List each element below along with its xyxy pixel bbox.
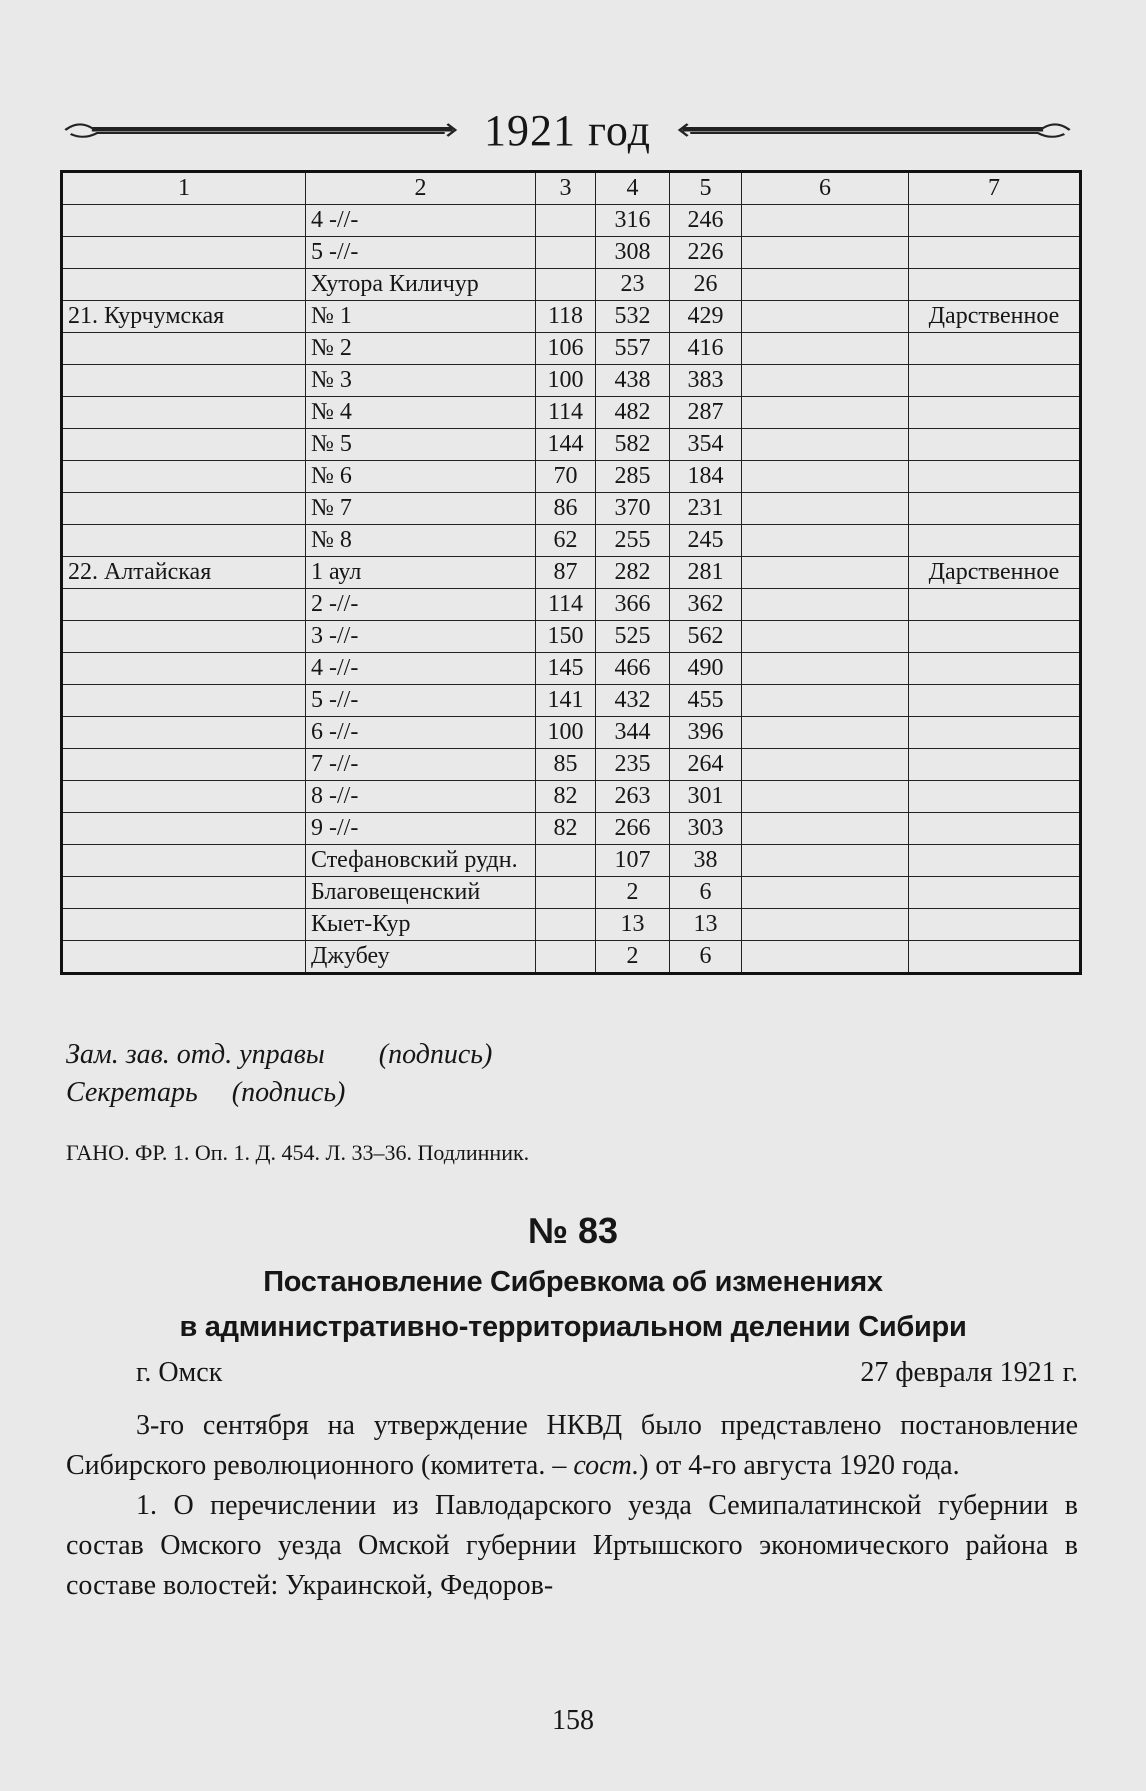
table-cell: 7 -//- <box>306 749 536 781</box>
table-cell: 85 <box>536 749 596 781</box>
table-cell: 282 <box>596 557 670 589</box>
column-header-5: 5 <box>670 172 742 205</box>
table-cell: 184 <box>670 461 742 493</box>
table-cell: 303 <box>670 813 742 845</box>
table-row <box>62 941 1081 974</box>
table-cell <box>536 941 596 974</box>
table-row <box>62 461 1081 493</box>
table-cell: 1 аул <box>306 557 536 589</box>
table-cell: 396 <box>670 717 742 749</box>
table-row <box>62 365 1081 397</box>
table-cell: 245 <box>670 525 742 557</box>
table-cell: 114 <box>536 397 596 429</box>
table-cell <box>62 429 306 461</box>
table-cell <box>742 909 909 941</box>
archive-reference: ГАНО. ФР. 1. Оп. 1. Д. 454. Л. 33–36. Подлинник. <box>66 1140 530 1165</box>
table-cell: 362 <box>670 589 742 621</box>
table-cell <box>536 877 596 909</box>
table-cell: Дарственное <box>909 301 1081 333</box>
paragraph-2: 1. О перечислении из Павлодарского уезда Семипалатинской губернии в состав Омского уезда Омской губернии Иртышского экономического района в составе волостей: Украинской, Федоров- <box>66 1490 1078 1601</box>
table-cell <box>909 493 1081 525</box>
table-cell: 344 <box>596 717 670 749</box>
table-cell: 466 <box>596 653 670 685</box>
table-cell <box>62 909 306 941</box>
table-cell: Джубеу <box>306 941 536 974</box>
table-cell: 21. Курчумская <box>62 301 306 333</box>
table-row <box>62 525 1081 557</box>
table-cell <box>62 621 306 653</box>
table-cell: 86 <box>536 493 596 525</box>
ornament-right-icon <box>677 116 1075 144</box>
table-cell: 287 <box>670 397 742 429</box>
table-cell <box>742 557 909 589</box>
table-cell <box>742 525 909 557</box>
table-cell <box>62 493 306 525</box>
table-cell: Стефановский рудн. <box>306 845 536 877</box>
table-cell <box>742 397 909 429</box>
table-cell: 6 <box>670 941 742 974</box>
table-cell: 354 <box>670 429 742 461</box>
table-cell <box>742 429 909 461</box>
table-cell: 82 <box>536 781 596 813</box>
table-cell: 9 -//- <box>306 813 536 845</box>
table-cell: 429 <box>670 301 742 333</box>
table-cell <box>742 941 909 974</box>
table-cell: № 1 <box>306 301 536 333</box>
table-cell: № 4 <box>306 397 536 429</box>
table-cell <box>742 493 909 525</box>
document-date: 27 февраля 1921 г. <box>860 1357 1078 1388</box>
table-cell <box>62 269 306 301</box>
table-row <box>62 813 1081 845</box>
table-row <box>62 269 1081 301</box>
table-row <box>62 333 1081 365</box>
table-cell: 87 <box>536 557 596 589</box>
table-cell <box>742 685 909 717</box>
table-cell: 8 -//- <box>306 781 536 813</box>
table-row <box>62 781 1081 813</box>
table-cell <box>62 941 306 974</box>
table-cell: 150 <box>536 621 596 653</box>
table-cell: 482 <box>596 397 670 429</box>
table-row <box>62 397 1081 429</box>
table-cell: 107 <box>596 845 670 877</box>
table-cell: 301 <box>670 781 742 813</box>
table-cell: № 3 <box>306 365 536 397</box>
table-cell: № 6 <box>306 461 536 493</box>
table-row <box>62 877 1081 909</box>
table-cell: 13 <box>670 909 742 941</box>
table-cell: 62 <box>536 525 596 557</box>
table-cell <box>62 205 306 237</box>
table-cell: 26 <box>670 269 742 301</box>
table-cell <box>742 653 909 685</box>
table-row <box>62 589 1081 621</box>
table-cell: 255 <box>596 525 670 557</box>
table-cell: 455 <box>670 685 742 717</box>
ornament-left-icon <box>60 116 458 144</box>
data-table <box>60 170 1082 975</box>
table-cell: 82 <box>536 813 596 845</box>
column-header-7: 7 <box>909 172 1081 205</box>
table-cell: Хутора Киличур <box>306 269 536 301</box>
table-cell <box>742 877 909 909</box>
table-cell <box>909 525 1081 557</box>
document-number: № 83 <box>527 1210 619 1251</box>
table-cell: 281 <box>670 557 742 589</box>
table-cell: 145 <box>536 653 596 685</box>
table-cell: 100 <box>536 365 596 397</box>
table-cell: № 8 <box>306 525 536 557</box>
table-cell: 416 <box>670 333 742 365</box>
table-cell: 2 <box>596 941 670 974</box>
table-cell: 438 <box>596 365 670 397</box>
table-cell: 70 <box>536 461 596 493</box>
table-cell <box>909 397 1081 429</box>
table-cell <box>742 237 909 269</box>
table-cell: № 5 <box>306 429 536 461</box>
table-cell: 100 <box>536 717 596 749</box>
table-cell: Дарственное <box>909 557 1081 589</box>
table-cell: 370 <box>596 493 670 525</box>
table-cell <box>742 365 909 397</box>
table-cell <box>536 269 596 301</box>
table-cell <box>536 845 596 877</box>
table-cell: 22. Алтайская <box>62 557 306 589</box>
column-header-2: 2 <box>306 172 536 205</box>
table-row <box>62 557 1081 589</box>
table-cell <box>536 237 596 269</box>
table-cell: 2 -//- <box>306 589 536 621</box>
table-cell <box>742 589 909 621</box>
table-cell <box>909 909 1081 941</box>
table-cell <box>742 845 909 877</box>
table-cell <box>62 333 306 365</box>
column-header-4: 4 <box>596 172 670 205</box>
table-cell <box>909 813 1081 845</box>
table-row <box>62 717 1081 749</box>
table-cell: 38 <box>670 845 742 877</box>
signatures <box>66 1036 492 1112</box>
table-row <box>62 301 1081 333</box>
table-cell <box>909 717 1081 749</box>
table-cell <box>62 589 306 621</box>
table-cell <box>62 845 306 877</box>
table-row <box>62 653 1081 685</box>
table-cell <box>742 205 909 237</box>
table-cell <box>742 333 909 365</box>
table-cell <box>62 781 306 813</box>
table-cell: 23 <box>596 269 670 301</box>
table-cell <box>742 461 909 493</box>
signature-role-2: Секретарь <box>66 1077 198 1108</box>
table-row <box>62 749 1081 781</box>
table-cell: 285 <box>596 461 670 493</box>
table-cell <box>742 269 909 301</box>
table-cell <box>909 685 1081 717</box>
signature-role-1: Зам. зав. отд. управы <box>66 1039 325 1070</box>
table-cell <box>62 237 306 269</box>
table-cell <box>909 237 1081 269</box>
table-cell: 231 <box>670 493 742 525</box>
table-cell <box>62 813 306 845</box>
table-cell: 308 <box>596 237 670 269</box>
signature-mark-1: (подпись) <box>378 1039 493 1070</box>
table-cell: 582 <box>596 429 670 461</box>
paragraph-1: 3-го сентября на утверждение НКВД было представлено постановление Сибирского революционного (комитета. – сост.) от 4-го августа 1920 года. <box>66 1410 1078 1481</box>
table-row <box>62 909 1081 941</box>
table-row <box>62 685 1081 717</box>
table-row <box>62 621 1081 653</box>
page-title: 1921 год <box>483 105 652 155</box>
table-cell <box>62 525 306 557</box>
table-cell: 246 <box>670 205 742 237</box>
table-cell: 525 <box>596 621 670 653</box>
table-cell <box>62 365 306 397</box>
table-cell <box>909 877 1081 909</box>
table-cell <box>909 781 1081 813</box>
table-cell <box>909 365 1081 397</box>
table-cell <box>742 781 909 813</box>
table-cell: 6 -//- <box>306 717 536 749</box>
table-cell <box>62 877 306 909</box>
place-date-line <box>136 1357 1078 1389</box>
table-cell <box>909 429 1081 461</box>
table-cell <box>909 941 1081 974</box>
table-cell: 226 <box>670 237 742 269</box>
table-cell: 266 <box>596 813 670 845</box>
table-cell: 432 <box>596 685 670 717</box>
column-header-6: 6 <box>742 172 909 205</box>
table-cell: № 7 <box>306 493 536 525</box>
running-header <box>60 100 1075 160</box>
table-cell <box>909 621 1081 653</box>
table-cell <box>536 909 596 941</box>
table-cell <box>62 461 306 493</box>
page-number: 158 <box>552 1705 594 1736</box>
table-cell <box>909 749 1081 781</box>
table-row <box>62 493 1081 525</box>
table-cell <box>742 717 909 749</box>
column-header-3: 3 <box>536 172 596 205</box>
table-cell: 557 <box>596 333 670 365</box>
table-cell: 5 -//- <box>306 237 536 269</box>
table-cell: 532 <box>596 301 670 333</box>
table-cell <box>909 333 1081 365</box>
table-cell: Благовещенский <box>306 877 536 909</box>
table-body <box>62 205 1081 974</box>
table-cell: 106 <box>536 333 596 365</box>
table-row <box>62 205 1081 237</box>
table-cell <box>62 685 306 717</box>
table-cell: 13 <box>596 909 670 941</box>
table-cell: 3 -//- <box>306 621 536 653</box>
table-cell: № 2 <box>306 333 536 365</box>
table-cell <box>62 397 306 429</box>
document-place: г. Омск <box>136 1357 223 1388</box>
table-row <box>62 845 1081 877</box>
table-cell <box>909 845 1081 877</box>
table-cell: 366 <box>596 589 670 621</box>
table-cell: 5 -//- <box>306 685 536 717</box>
table-cell <box>62 653 306 685</box>
table-cell <box>742 621 909 653</box>
table-row <box>62 237 1081 269</box>
table-header-row <box>62 172 1081 205</box>
document-body <box>66 1406 1078 1606</box>
table-cell <box>62 717 306 749</box>
table-cell: 4 -//- <box>306 205 536 237</box>
table-cell: 235 <box>596 749 670 781</box>
table-cell <box>909 653 1081 685</box>
table-cell: 562 <box>670 621 742 653</box>
document-title-line-2: в административно-территориальном делении Сибири <box>179 1311 967 1343</box>
table-cell: Кыет-Кур <box>306 909 536 941</box>
table-cell: 141 <box>536 685 596 717</box>
table-cell: 118 <box>536 301 596 333</box>
table-cell: 114 <box>536 589 596 621</box>
table-cell: 490 <box>670 653 742 685</box>
table-cell <box>909 269 1081 301</box>
table-cell <box>742 749 909 781</box>
table-cell <box>909 461 1081 493</box>
table-cell: 6 <box>670 877 742 909</box>
table-cell: 263 <box>596 781 670 813</box>
table-cell: 383 <box>670 365 742 397</box>
column-header-1: 1 <box>62 172 306 205</box>
table-cell <box>742 301 909 333</box>
table-cell: 316 <box>596 205 670 237</box>
document-title-line-1: Постановление Сибревкома об изменениях <box>263 1266 883 1298</box>
signature-mark-2: (подпись) <box>231 1077 346 1108</box>
table-cell <box>536 205 596 237</box>
table-cell: 144 <box>536 429 596 461</box>
table-row <box>62 429 1081 461</box>
table-cell <box>909 589 1081 621</box>
table-cell <box>62 749 306 781</box>
table-cell <box>742 813 909 845</box>
document-title <box>100 1260 1046 1350</box>
table-cell: 264 <box>670 749 742 781</box>
table-cell: 2 <box>596 877 670 909</box>
table-cell <box>909 205 1081 237</box>
table-cell: 4 -//- <box>306 653 536 685</box>
